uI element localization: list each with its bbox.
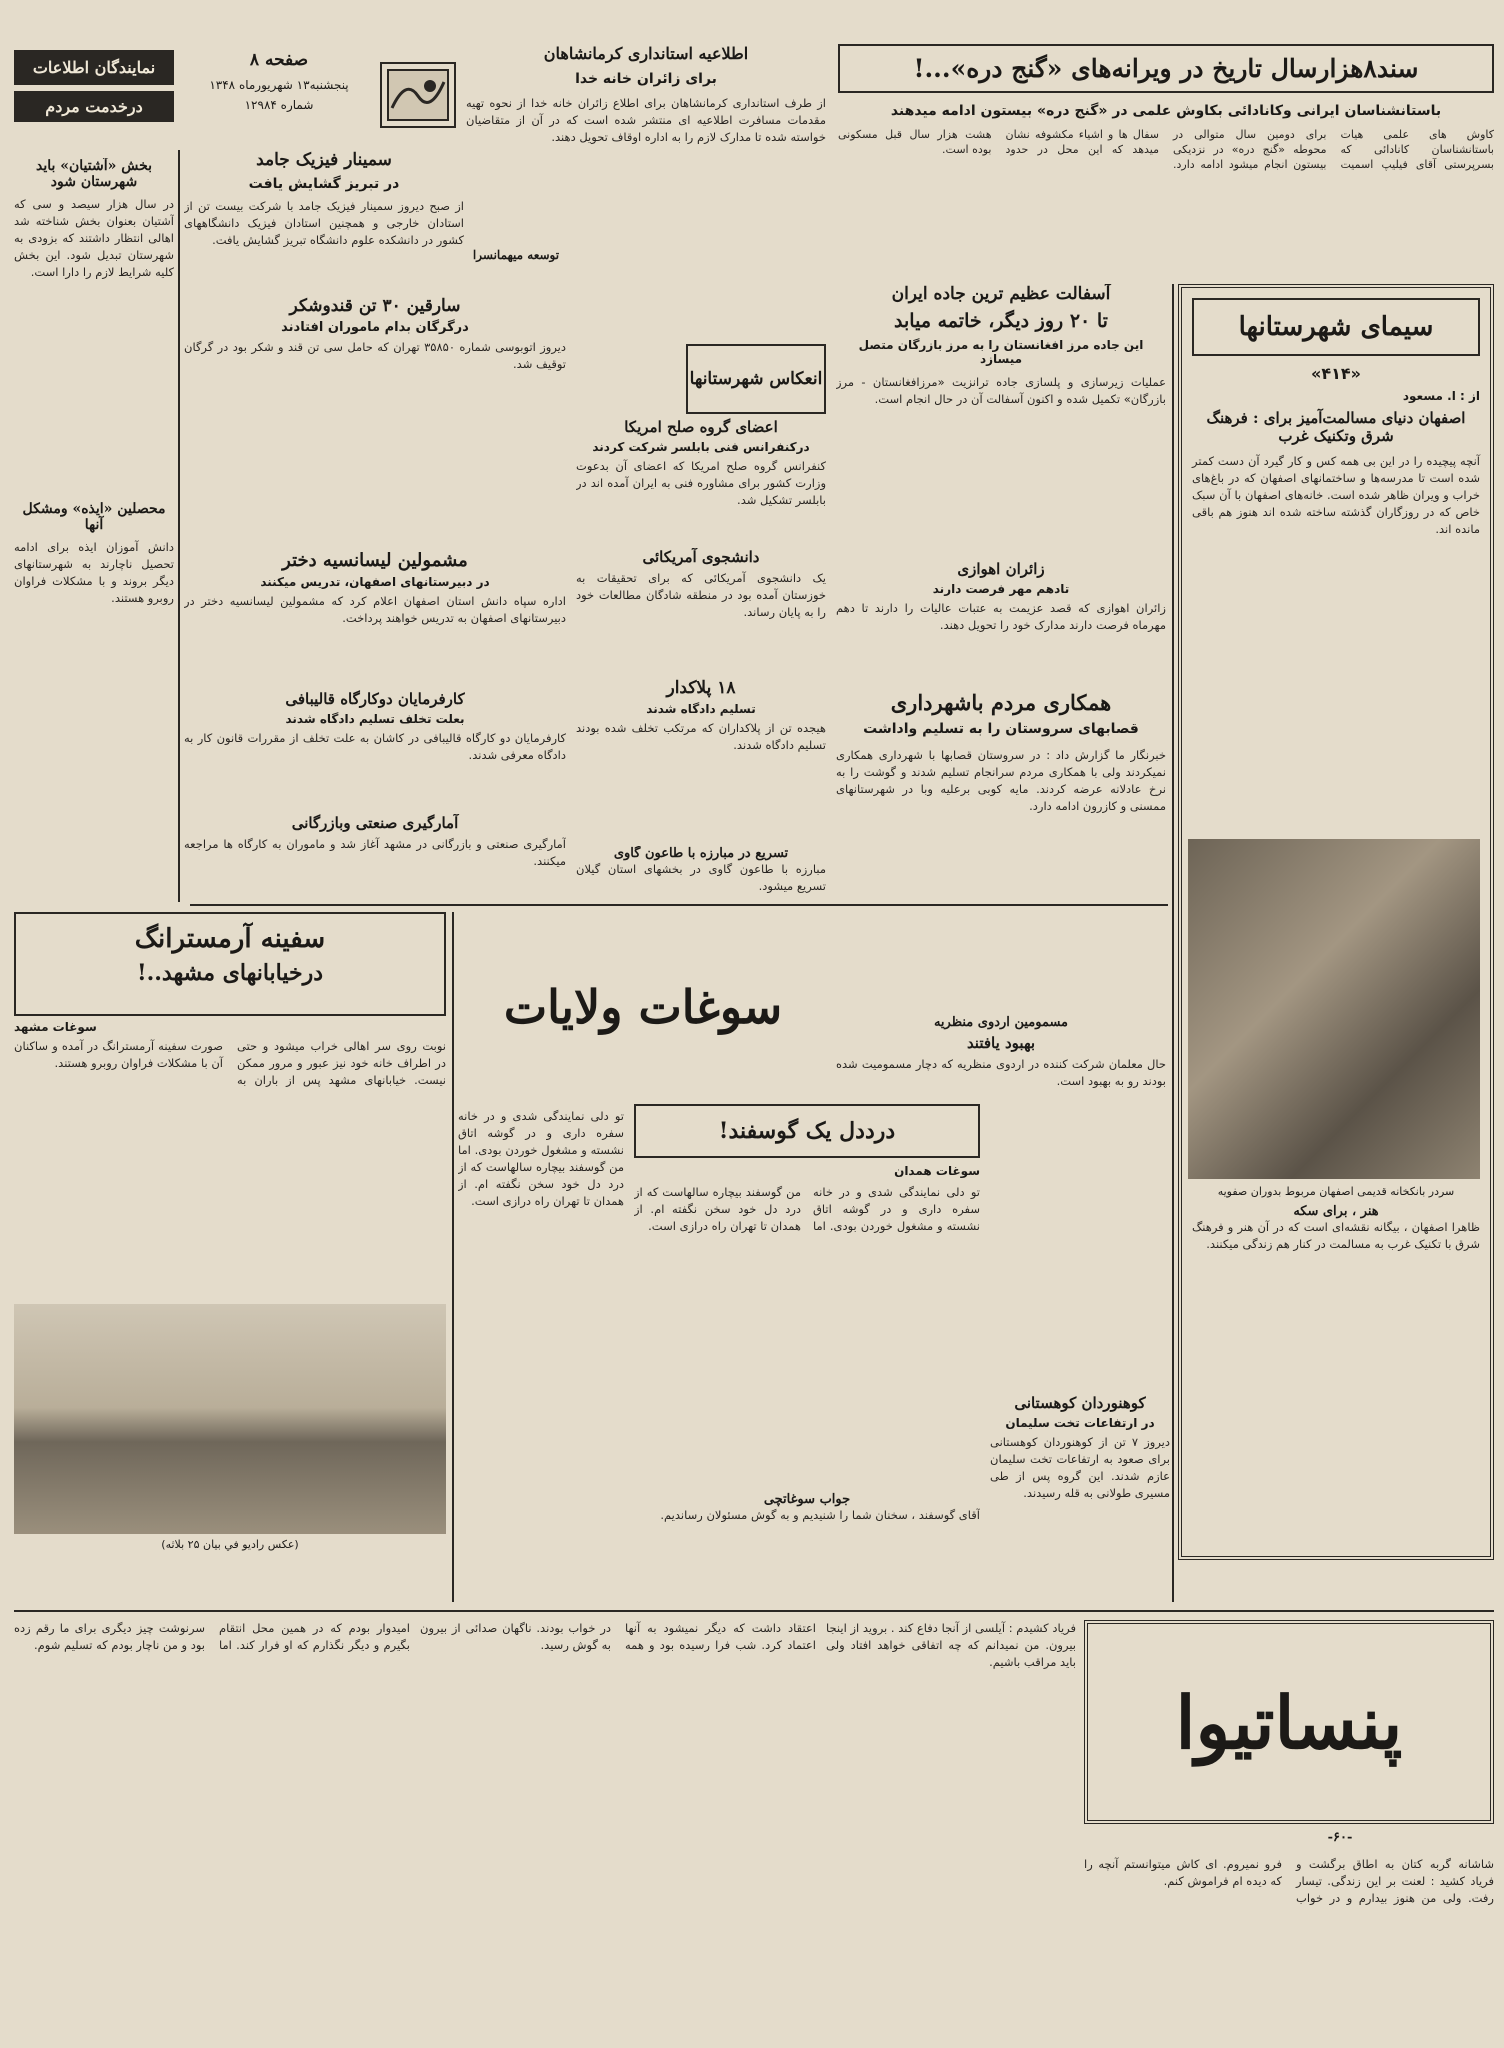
news-item-headline: توسعه میهمانسرا [472, 248, 560, 262]
issue-date: پنجشنبه۱۳ شهریورماه ۱۳۴۸ [209, 78, 349, 92]
news-item-subhead: تادهم مهر فرصت دارند [932, 582, 1070, 596]
reps-logo-box [14, 50, 174, 146]
page-info [184, 50, 374, 146]
soghat-banner [458, 912, 828, 1102]
physics-story [184, 150, 464, 290]
shahrestan-news-banner [686, 344, 826, 414]
kermanshah-body: از طرف استانداری کرمانشاهان برای اطلاع زائران خانه خدا از نحوه تهیه مقدمات مسافرت اطلاعیه ای منتشر شده است که در آن از متقاضیان خواسته شده تا مدارک لازم را به اداره اوقاف تحویل دهند. [466, 96, 826, 144]
news-item-carpet-workshops [184, 690, 566, 808]
news-item-ahvaz-pilgrims [836, 560, 1166, 680]
column-rule [178, 150, 180, 902]
news-item-headline: آمارگیری صنعتی وبازرگانی [291, 814, 459, 832]
shahrestan-title: سیمای شهرستانها [1192, 298, 1480, 356]
soghat-banner-text: سوغات ولایات [503, 980, 783, 1034]
asphalt-subhead: تا ۲۰ روز دیگر، خاتمه میابد [894, 310, 1108, 332]
isfahan-photo-caption: سردر بانکخانه قدیمی اصفهان مربوط بدوران صفویه [1217, 1185, 1455, 1198]
physics-body: از صبح دیروز سمینار فیزیک جامد با شرکت بیست تن از استادان خارجی و همچنین استادان فیزیک دانشگاههای کشور در دانشکده علوم دانشگاه تبریز گشایش یافت. [184, 199, 464, 247]
lead-headline: سند۸هزارسال تاریخ در ویرانه‌های «گنج دره»...! [838, 44, 1494, 93]
lead-subhead: باستانشناسان ایرانی وکانادائی بکاوش علمی در «گنج دره» بیستون ادامه میدهند [890, 103, 1442, 119]
news-item-subhead: در دبیرستانهای اصفهان، تدریس میکنند [260, 575, 490, 589]
reps-logo: نمایندگان اطلاعات [14, 50, 174, 85]
side-column-body: تو دلی نمایندگی شدی و در خانه سفره داری و در گوشه اتاق نشسته و مشغول خوردن بودی. اما من گوسفند بیچاره سالهاست که از درد دل خود سخن نگفته ام. از همدان تا تهران راه درازی است. [458, 1109, 624, 1208]
lead-body: کاوش های علمی هیات باستانشناسان کانادائی که بسرپرستی آقای فیلیپ اسمیت برای دومین سال متوالی در محوطه «گنج دره» در نزدیکی بیستون انجام میشود ادامه دارد. سفال ها و اشیاء مکشوفه نشان میدهد که این محل در حدود هشت هزار سال قبل مسکونی بوده است. [838, 128, 1494, 171]
novel-text: اعتقاد داشت که دیگر نمیشود به آنها اعتماد کرد. شب فرا رسیده بود و همه در خواب بودند. ناگهان صدائی از بیرون به گوش رسید. [420, 1621, 816, 1652]
novel-title: پنساتیوا [1175, 1679, 1403, 1765]
novel-text: فریاد کشیدم : آیلسی از آنجا دفاع کند . بروید از اینجا بیرون. من نمیدانم که چه اتفاقی خواهد افتاد ولی باید مراقب باشیم. [826, 1621, 1076, 1669]
kuhnavardan-headline: کوهنوردان کوهستانی [1014, 1394, 1146, 1412]
manzarieh-headline: مسمومین اردوی منظریه [933, 1015, 1069, 1030]
news-item-guesthouse-visible [466, 248, 566, 288]
section-divider [190, 904, 1168, 906]
news-item-headline: ۱۸ پلاکدار [666, 678, 736, 698]
news-item-subhead: تسلیم دادگاه شدند [646, 702, 756, 716]
novel-text: شاشانه گربه کتان به اطاق برگشت و فریاد کشید : لعنت بر این زندگی. تیسار رفت. ولی من هنوز بیدارم و در خواب فرو نمیروم. ای کاش میتوانستم آنچه را که دیده ام فراموش کنم. [1084, 1857, 1494, 1905]
shahrestan-section2-body: ظاهرا اصفهان ، بیگانه نقشه‌ای است که در آن هنر و فرهنگ شرق با تکنیک غرب به مسالمت در کنار هم زندگی میکنند. [1192, 1220, 1480, 1251]
novel-col-3 [420, 1620, 816, 2036]
news-item-body: هیجده تن از پلاکداران که مرتکب تخلف شده بودند تسلیم دادگاه شدند. [576, 721, 826, 752]
kermanshah-notice [466, 44, 826, 242]
physics-headline: سمینار فیزیک جامد [256, 150, 392, 170]
news-item-body: مبارزه با طاعون گاوی در بخشهای استان گیلان تسریع میشود. [576, 862, 826, 893]
news-item-sugar-thieves [184, 296, 566, 542]
kuhnavardan-body: دیروز ۷ تن از کوهنوردان کوهستانی برای صعود به ارتفاعات تخت سلیمان عازم شدند. این گروه پس از طی مسیری طولانی به قله رسیدند. [990, 1435, 1170, 1500]
news-item-body: کنفرانس گروه صلح امریکا که اعضای آن بدعوت وزارت کشور برای مشاوره فنی به ایران آمده اند در بابلسر تشکیل شد. [576, 459, 826, 507]
news-item-body: اداره سپاه دانش استان اصفهان اعلام کرد که مشمولین لیسانسیه دختر در دبیرستانهای اصفهان به تدریس خواهند پرداخت. [184, 594, 566, 625]
shahrestan-subtitle: اصفهان دنیای مسالمت‌آمیز برای : فرهنگ شرق وتکنیک غرب [1206, 409, 1466, 445]
news-item-american-student [576, 548, 826, 670]
shahrestan-news-banner-text: انعکاس شهرستانها [689, 369, 823, 389]
news-item-headline: سارقین ۳۰ تن قندوشکر [289, 296, 461, 316]
news-item-statistics [184, 814, 566, 902]
news-item-body: یک دانشجوی آمریکائی که برای تحقیقات به خوزستان آمده بود در منطقه شادگان مطالعات خود را به پایان رساند. [576, 571, 826, 619]
armstrong-body: نوبت روی سر اهالی خراب میشود و حتی در اطراف خانه خود نیز عبور و مرور ممکن نیست. خیابانهای مشهد پس از باران به صورت سفینه آرمسترانگ در آمده و ساکنان آن با مشکلات فراوان روبرو هستند. [14, 1039, 446, 1087]
news-item-rinderpest [576, 846, 826, 902]
news-item-headline: مشمولین لیسانسیه دختر [282, 550, 468, 571]
news-item-body: آمارگیری صنعتی و بازرگانی در مشهد آغاز شد و ماموران به کارگاه ها مراجعه میکنند. [184, 837, 566, 868]
armstrong-subhead: درخیابانهای مشهد..! [136, 960, 324, 986]
armstrong-headline: سفینه آرمسترانگ [134, 924, 326, 954]
izeh-body: دانش آموزان ایذه برای ادامه تحصیل ناچارند به شهرستانهای دیگر بروند و با مشکلات فراوان روبرو هستند. [14, 540, 174, 605]
column-rule [452, 912, 454, 1602]
ashtian-headline: بخش «آشتیان» باید شهرستان شود [35, 158, 153, 190]
kermanshah-subhead: برای زائران خانه خدا [575, 71, 717, 87]
shahrestan-number: «۴۱۴» [1311, 364, 1361, 383]
sheep-story [634, 1104, 980, 1598]
sheep-headline: درددل یک گوسفند! [634, 1104, 980, 1158]
cooperation-headline: همکاری مردم باشهرداری [890, 690, 1112, 715]
novel-text: امیدوار بودم که در همین محل انتقام بگیرم و دیگر نگذارم که او فرار کند. اما سرنوشت چیز دیگری برای ما رقم زده بود و من ناچار بودم که تسلیم شوم. [14, 1621, 410, 1652]
armstrong-byline: سوغات مشهد [14, 1020, 97, 1034]
shahrestan-body: آنچه پیچیده را در این بی همه کس و کار گیرد آن دست کمتر شده است تا مدرسه‌ها و ساختمانهای اصفهان که در باغ‌های خراب و ویران ظاهر شده است. خانه‌های اصفهان با آن سبک خاص که در روزگاران گذشته ساخته شده اند هنوز هم باقی مانده اند. [1192, 454, 1480, 536]
asphalt-bullet: این جاده مرز افغانستان را به مرز بازرگان متصل میسازد [858, 338, 1144, 366]
news-item-headline: تسریع در مبارزه با طاعون گاوی [613, 846, 789, 861]
news-item-body: دیروز اتوبوسی شماره ۳۵۸۵۰ تهران که حامل سی تن قند و شکر بود در گرگان توقیف شد. [184, 340, 566, 371]
news-item-plate-holders [576, 678, 826, 838]
news-item-body: زائران اهوازی که قصد عزیمت به عتبات عالیات را دارند تا دهم مهرماه فرصت دارند مدارک خود را تحویل دهند. [836, 601, 1166, 632]
sheep-side-column [458, 1108, 624, 1598]
kermanshah-headline: اطلاعیه استانداری کرمانشاهان [543, 44, 749, 63]
lead-story [838, 44, 1494, 276]
novel-col-2 [826, 1620, 1076, 2036]
novel-divider [14, 1610, 1494, 1612]
sheep-reply-body: آقای گوسفند ، سخنان شما را شنیدیم و به گوش مسئولان رساندیم. [660, 1508, 980, 1522]
page-number: صفحه ۸ [249, 50, 309, 70]
sheep-byline: سوغات همدان [894, 1164, 980, 1178]
news-item-headline: زائران اهوازی [957, 560, 1045, 578]
street-photo-caption: (عکس راديو في بيان ۲۵ بلاثه) [161, 1538, 299, 1551]
news-item-subhead: درگرگان بدام ماموران افتادند [281, 320, 469, 335]
armstrong-story [14, 912, 446, 1612]
novel-episode [1300, 1830, 1380, 1854]
street-photo [14, 1304, 446, 1534]
left-column [14, 158, 174, 900]
shahrestan-byline: از : ا. مسعود [1402, 389, 1480, 403]
manzarieh-subhead: بهبود یافتند [966, 1034, 1036, 1052]
news-item-headline: دانشجوی آمریکائی [642, 548, 760, 566]
novel-col-4 [14, 1620, 410, 2036]
kuhnavardan-story [990, 1394, 1170, 1600]
novel-title-box [1084, 1620, 1494, 1824]
cooperation-subhead: قصابهای سروستان را به تسلیم واداشت [863, 721, 1139, 737]
asphalt-body: عملیات زیرسازی و پلسازی جاده ترانزیت «مرزافغانستان - مرز بازرگان» تکمیل شده و اکنون آسفالت آن در حال انجام است. [836, 375, 1166, 406]
cooperation-body: خبرنگار ما گزارش داد : در سروستان قصابها با شهرداری همکاری نمیکردند ولی با همکاری مردم سرانجام تسلیم شدند و گوشت را به نرخ عادلانه عرضه کردند. مایه کوبی برعلیه وبا در شهرستانهای ممسنی و کازرون ادامه دارد. [836, 748, 1166, 813]
news-item-headline: اعضای گروه صلح امریکا [624, 418, 778, 436]
reps-tagline: درخدمت مردم [14, 91, 174, 122]
issue-number: شماره ۱۲۹۸۴ [244, 98, 314, 112]
news-item-headline: کارفرمایان دوکارگاه قالیبافی [285, 690, 465, 708]
sheep-body: تو دلی نمایندگی شدی و در خانه سفره داری و در گوشه اتاق نشسته و مشغول خوردن بودی. اما من گوسفند بیچاره سالهاست که از درد دل خود سخن نگفته ام. از همدان تا تهران راه درازی است. [634, 1185, 980, 1233]
column-rule [1172, 284, 1174, 1602]
news-item-teachers [184, 550, 566, 680]
armstrong-headline-box [14, 912, 446, 1016]
emblem-icon [386, 68, 450, 122]
novel-episode-number: -۶۰- [1327, 1830, 1353, 1845]
izeh-headline: محصلین «ایذه» ومشکل آنها [22, 501, 166, 533]
manzarieh-body: حال معلمان شرکت کننده در اردوی منظریه که دچار مسمومیت شده بودند رو به بهبود است. [836, 1057, 1166, 1088]
newspaper-emblem [380, 62, 456, 128]
news-item-body: کارفرمایان دو کارگاه قالیبافی در کاشان به علت تخلف از مقررات قانون کار به دادگاه معرفی شدند. [184, 731, 566, 762]
isfahan-photo [1188, 839, 1480, 1179]
news-item-peace-corps [576, 418, 826, 540]
news-item-subhead: بعلت تخلف تسلیم دادگاه شدند [285, 712, 465, 726]
asphalt-headline: آسفالت عظیم ترین جاده ایران [891, 284, 1111, 304]
shahrestan-feature [1178, 284, 1494, 1560]
news-item-subhead: درکنفرانس فنی بابلسر شرکت کردند [592, 440, 810, 454]
physics-subhead: در تبریز گشایش یافت [248, 176, 400, 192]
kuhnavardan-subhead: در ارتفاعات تخت سلیمان [1005, 1416, 1155, 1430]
shahrestan-section2-title: هنر ، برای سکه [1293, 1204, 1379, 1219]
ashtian-body: در سال هزار سیصد و سی که آشتیان بعنوان بخش شناخته شد اهالی انتظار داشتند که بزودی به شهرستان تبدیل شود. این بخش کلیه شرایط لازم را دارا است. [14, 197, 174, 279]
sheep-reply-headline: جواب سوغاتچی [763, 1492, 851, 1507]
novel-col-1 [1084, 1856, 1494, 2036]
